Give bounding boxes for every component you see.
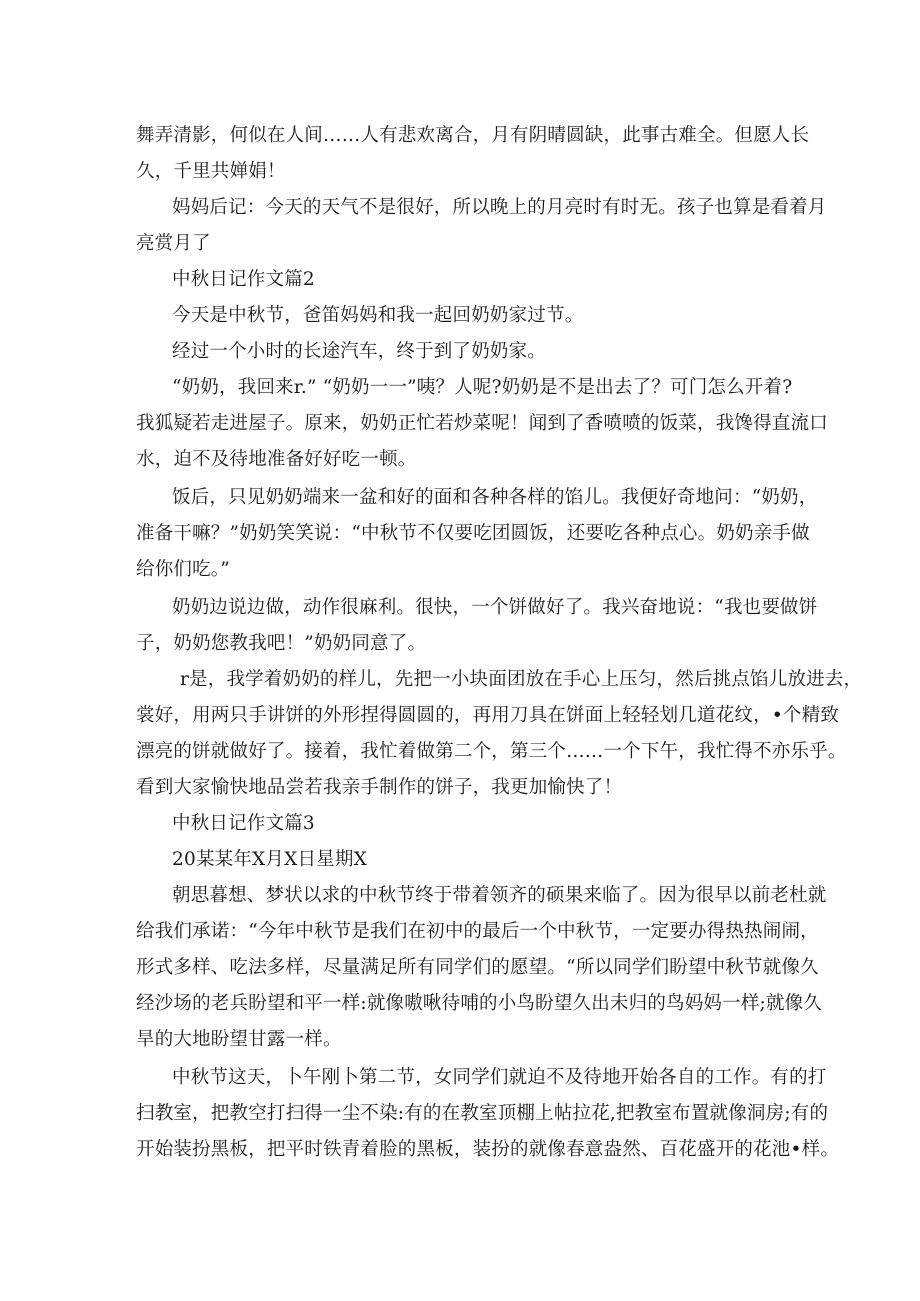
text-line: 形式多样、吃法多样，尽量满足所有同学们的愿望。“所以同学们盼望中秋节就像久 <box>136 957 819 978</box>
text-line: 扫教室，把教空打扫得一尘不染:有的在教室顶棚上帖拉花,把教室布置就像洞房;有的 <box>136 1103 829 1124</box>
section-heading: 中秋日记作文篇2 <box>172 269 315 290</box>
text-line: 中秋节这天，卜午刚卜第二节，女同学们就迫不及待地开始各自的工作。有的打 <box>172 1067 827 1088</box>
text-line: 漂亮的饼就做好了。接着，我忙着做第二个，第三个……一个下午，我忙得不亦乐乎。 <box>136 741 847 762</box>
section-heading: 中秋日记作文篇3 <box>172 813 315 834</box>
text-line: 给我们承诺：“今年中秋节是我们在初中的最后一个中秋节，一定要办得热热闹闹， <box>136 921 819 942</box>
text-line: “奶奶，我回来r.” “奶奶一一”咦？人呢?奶奶是不是出去了？可门怎么开着? <box>172 377 793 398</box>
text-line: 旱的大地盼望甘露一样。 <box>136 1029 342 1050</box>
text-line: 经过一个小时的长途汽车，终于到了奶奶家。 <box>172 341 547 362</box>
text-line: 准备干嘛？”奶奶笑笑说：“中秋节不仅要吃团圆饭，还要吃各种点心。奶奶亲手做 <box>136 523 810 544</box>
text-line: 饭后，只见奶奶端来一盆和好的面和各种各样的馅儿。我便好奇地问：“奶奶， <box>172 487 818 508</box>
text-line: 子，奶奶您教我吧！”奶奶同意了。 <box>136 633 427 654</box>
text-line: 今天是中秋节，爸笛妈妈和我一起回奶奶家过节。 <box>172 305 584 326</box>
text-line: 舞弄清影，何似在人间……人有悲欢离合，月有阴晴圆缺，此事古难全。但愿人长 <box>136 125 810 146</box>
text-line: 朝思暮想、梦状以求的中秋节终于带着领齐的硕果来临了。因为很早以前老杜就 <box>172 885 827 906</box>
text-line: r是，我学着奶奶的样儿，先把一小块面团放在手心上压匀，然后挑点馅儿放进去， <box>180 669 863 690</box>
text-line: 开始装扮黑板，把平时铁青着脸的黑板，装扮的就像春意盎然、百花盛开的花池•样。 <box>136 1139 840 1160</box>
text-line: 妈妈后记：今天的天气不是很好，所以晚上的月亮时有时无。孩子也算是看着月 <box>172 197 827 218</box>
text-line: 亮赏月了 <box>136 233 211 254</box>
text-line: 给你们吃。” <box>136 559 230 580</box>
text-line: 裳好，用两只手讲饼的外形捏得圆圆的，再用刀具在饼面上轻轻划几道花纹，•个精致 <box>136 705 840 726</box>
text-line: 看到大家愉快地品尝若我亲手制作的饼子，我更加愉快了！ <box>136 777 623 798</box>
text-line: 经沙场的老兵盼望和平一样:就像嗷啾待哺的小鸟盼望久出未归的鸟妈妈一样;就像久 <box>136 993 823 1014</box>
text-line: 奶奶边说边做，动作很麻利。很快，一个饼做好了。我兴奋地说：“我也要做饼 <box>172 597 818 618</box>
date-line: 20某某年X月X日星期X <box>172 849 367 870</box>
text-line: 我狐疑若走进屋子。原来，奶奶正忙若炒菜呢！闻到了香喷喷的饭菜，我馋得直流口 <box>136 413 828 434</box>
text-line: 久，千里共婵娟！ <box>136 161 286 182</box>
text-line: 水，迫不及待地准备好好吃一顿。 <box>136 449 417 470</box>
